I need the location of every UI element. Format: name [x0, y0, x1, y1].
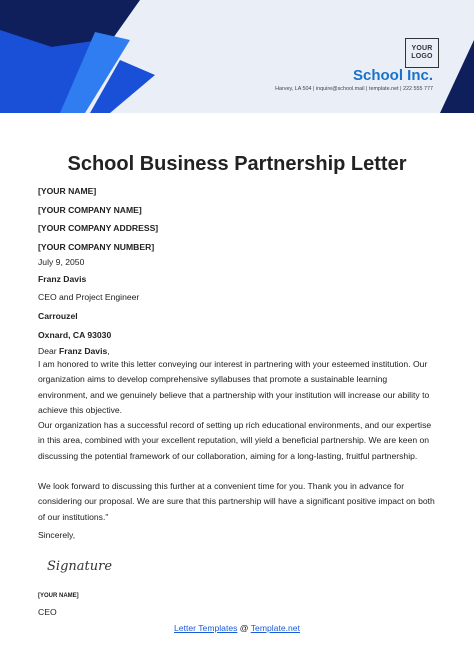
signature: Signature [47, 559, 113, 574]
salutation-suffix: , [107, 346, 110, 356]
salutation-name: Franz Davis [59, 346, 108, 356]
body-paragraph-3: We look forward to discussing this further at a convenient time for you. Thank you in advance for considering our proposal. We are sure that this partnership will have a significant positive impact on both of our institutions." [38, 481, 435, 522]
sender-name: [YOUR NAME] [38, 186, 97, 196]
salutation [38, 345, 110, 357]
logo-placeholder [405, 38, 439, 68]
recipient-name: Franz Davis [38, 274, 87, 284]
sender-company-number: [YOUR COMPANY NUMBER] [38, 242, 155, 252]
logo-line1: YOUR [411, 45, 433, 52]
closing: Sincerely, [38, 530, 76, 540]
signer-name: [YOUR NAME] [38, 593, 79, 599]
letterhead [0, 0, 474, 113]
salutation-prefix: Dear [38, 346, 60, 356]
decorative-shapes [0, 0, 474, 113]
recipient-title: CEO and Project Engineer [38, 292, 140, 302]
logo-line2: LOGO [411, 53, 433, 60]
recipient-company: Carrouzel [38, 311, 78, 321]
sender-company-name: [YOUR COMPANY NAME] [38, 205, 142, 215]
letter-date: July 9, 2050 [38, 257, 85, 267]
signer-title: CEO [38, 607, 57, 617]
footer-separator: @ [237, 623, 251, 633]
company-name: School Inc. [352, 67, 433, 84]
footer [0, 623, 474, 633]
navy-corner-shape [440, 40, 474, 113]
sender-company-address: [YOUR COMPANY ADDRESS] [38, 223, 159, 233]
template-net-link[interactable]: Template.net [250, 623, 300, 633]
contact-line: Harvey, LA 504 | inquire@school.mail | template.net | 222 555 777 [275, 86, 433, 92]
letter-templates-link[interactable]: Letter Templates [174, 623, 238, 633]
letter-title: School Business Partnership Letter [67, 153, 407, 175]
body-paragraph-1: I am honored to write this letter conveying our interest in partnering with your esteemed institution. Our organization aims to develop comprehensive syllabuses that promote a sustainable learning environment, and we genuinely believe that a partnership with your institution will increase our ability to achieve this objective. [38, 359, 430, 415]
body-paragraph-2: Our organization has a successful record of setting up rich educational environments, and our expertise in this area, combined with your excellent reputation, will yield a beneficial partnership. We are keen on discussing the potential framework of our collaboration, aiming for a long-lasting, fruitful partnership. [38, 420, 432, 461]
recipient-location: Oxnard, CA 93030 [38, 330, 112, 340]
